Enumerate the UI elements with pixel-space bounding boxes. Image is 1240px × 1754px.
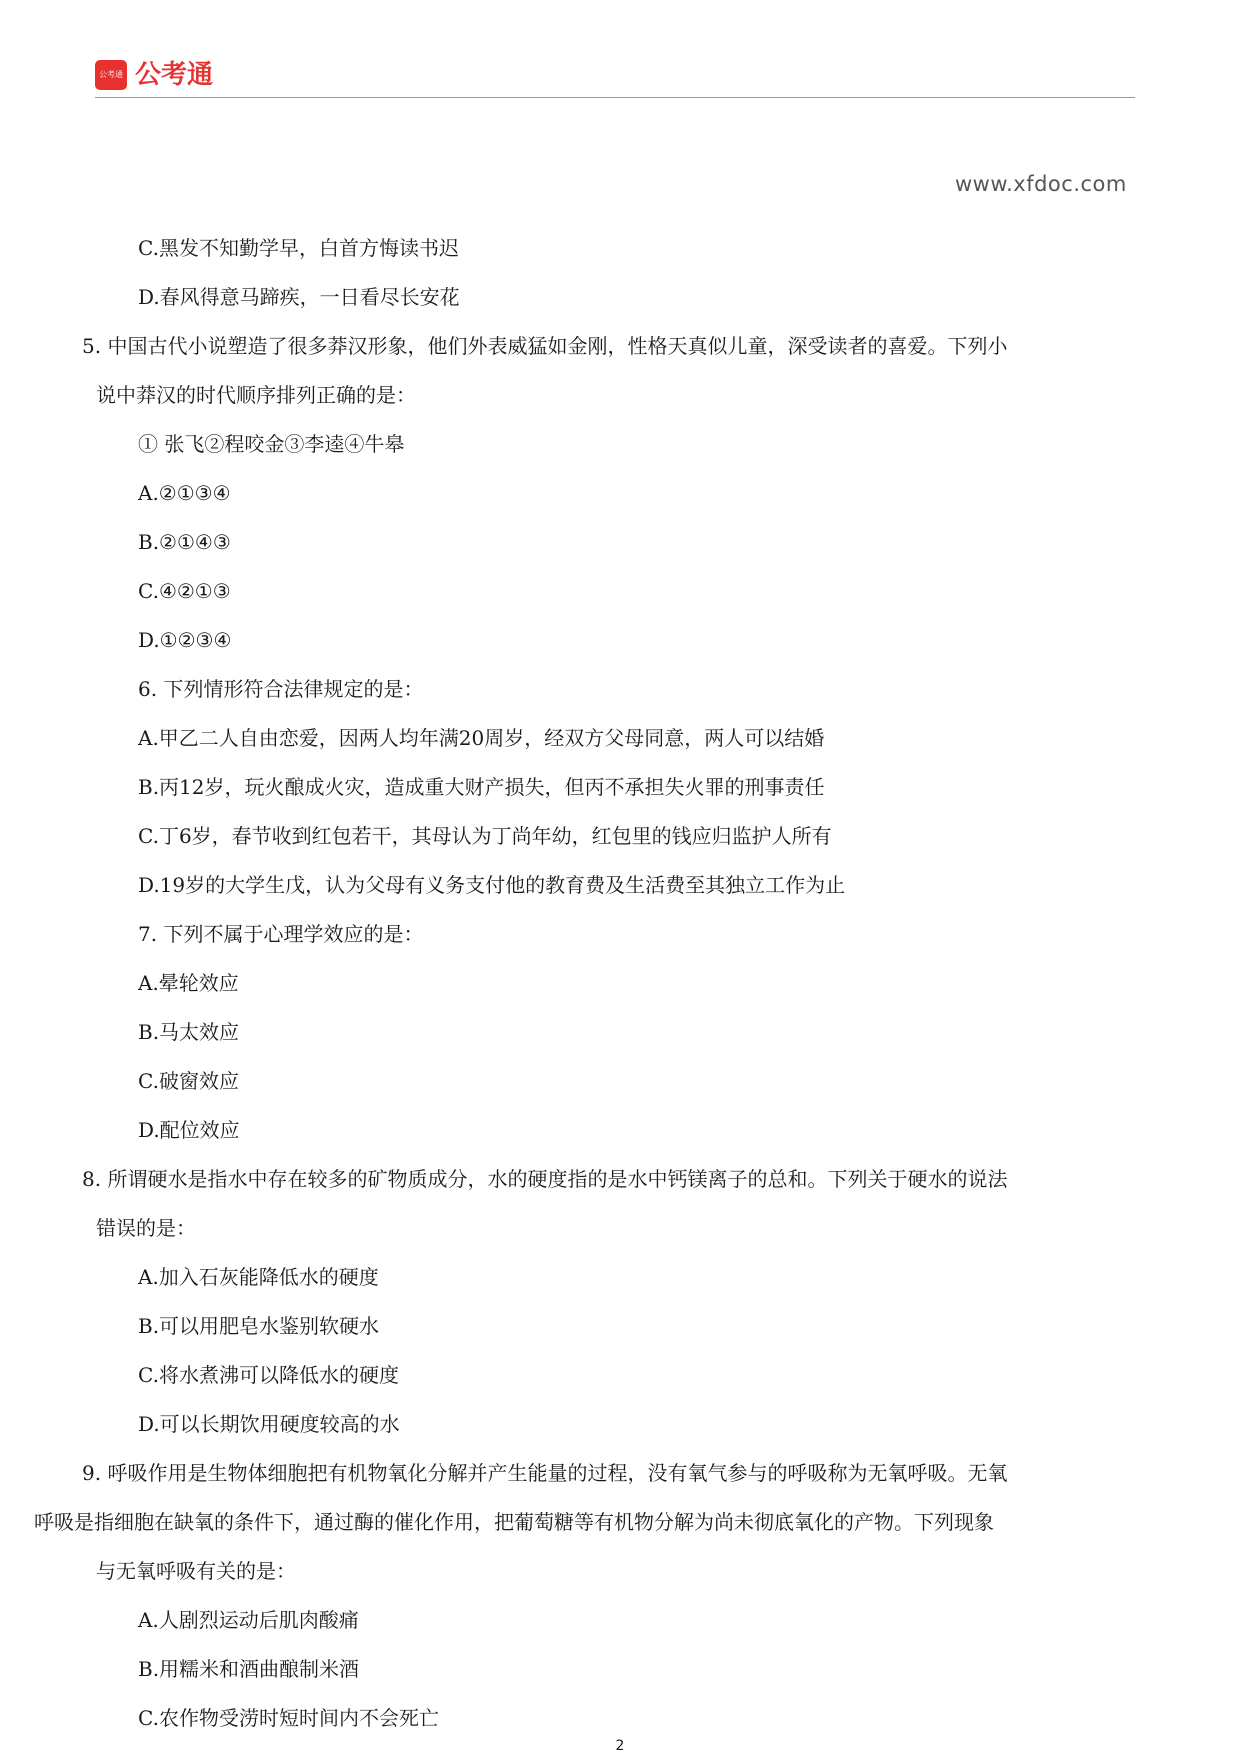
option-line: C.④②①③ — [138, 579, 231, 603]
logo-text: 公考通 — [135, 60, 214, 90]
logo-badge: 公考通 — [95, 60, 127, 90]
option-line: C.黑发不知勤学早，白首方悔读书迟 — [138, 236, 459, 260]
question-line: 6. 下列情形符合法律规定的是： — [138, 677, 424, 701]
option-line: C.农作物受涝时短时间内不会死亡 — [138, 1706, 439, 1730]
option-line: B.可以用肥皂水鉴别软硬水 — [138, 1314, 380, 1338]
question-line: 5. 中国古代小说塑造了很多莽汉形象，他们外表威猛如金刚，性格天真似儿童，深受读者的喜爱。下列小 — [82, 334, 1008, 358]
question-line: 呼吸是指细胞在缺氧的条件下，通过酶的催化作用，把葡萄糖等有机物分解为尚未彻底氧化的产物。下列现象 — [34, 1510, 994, 1534]
question-line: ① 张飞②程咬金③李逵④牛皋 — [138, 432, 405, 456]
option-line: B.用糯米和酒曲酿制米酒 — [138, 1657, 360, 1681]
option-line: A.②①③④ — [138, 481, 231, 505]
question-line: 7. 下列不属于心理学效应的是： — [138, 922, 424, 946]
watermark-url: www.xfdoc.com — [955, 172, 1127, 196]
option-line: D.配位效应 — [138, 1118, 240, 1142]
option-line: D.19岁的大学生戊，认为父母有义务支付他的教育费及生活费至其独立工作为止 — [138, 873, 846, 897]
page-number: 2 — [615, 1738, 625, 1754]
option-line: A.晕轮效应 — [138, 971, 239, 995]
option-line: A.甲乙二人自由恋爱，因两人均年满20周岁，经双方父母同意，两人可以结婚 — [138, 726, 825, 750]
option-line: C.破窗效应 — [138, 1069, 239, 1093]
question-line: 与无氧呼吸有关的是： — [96, 1559, 296, 1583]
question-line: 错误的是： — [96, 1216, 196, 1240]
header-divider — [95, 97, 1135, 98]
option-line: D.①②③④ — [138, 628, 232, 652]
option-line: B.马太效应 — [138, 1020, 240, 1044]
option-line: C.将水煮沸可以降低水的硬度 — [138, 1363, 399, 1387]
question-line: 8. 所谓硬水是指水中存在较多的矿物质成分，水的硬度指的是水中钙镁离子的总和。下列关于硬水的说法 — [82, 1167, 1008, 1191]
option-line: B.丙12岁，玩火酿成火灾，造成重大财产损失，但丙不承担失火罪的刑事责任 — [138, 775, 825, 799]
question-line: 9. 呼吸作用是生物体细胞把有机物氧化分解并产生能量的过程，没有氧气参与的呼吸称为无氧呼吸。无氧 — [82, 1461, 1008, 1485]
option-line: B.②①④③ — [138, 530, 231, 554]
option-line: A.加入石灰能降低水的硬度 — [138, 1265, 379, 1289]
option-line: D.春风得意马蹄疾，一日看尽长安花 — [138, 285, 460, 309]
option-line: D.可以长期饮用硬度较高的水 — [138, 1412, 400, 1436]
question-line: 说中莽汉的时代顺序排列正确的是： — [96, 383, 416, 407]
page-header — [95, 58, 1135, 98]
option-line: A.人剧烈运动后肌肉酸痛 — [138, 1608, 359, 1632]
option-line: C.丁6岁，春节收到红包若干，其母认为丁尚年幼，红包里的钱应归监护人所有 — [138, 824, 832, 848]
